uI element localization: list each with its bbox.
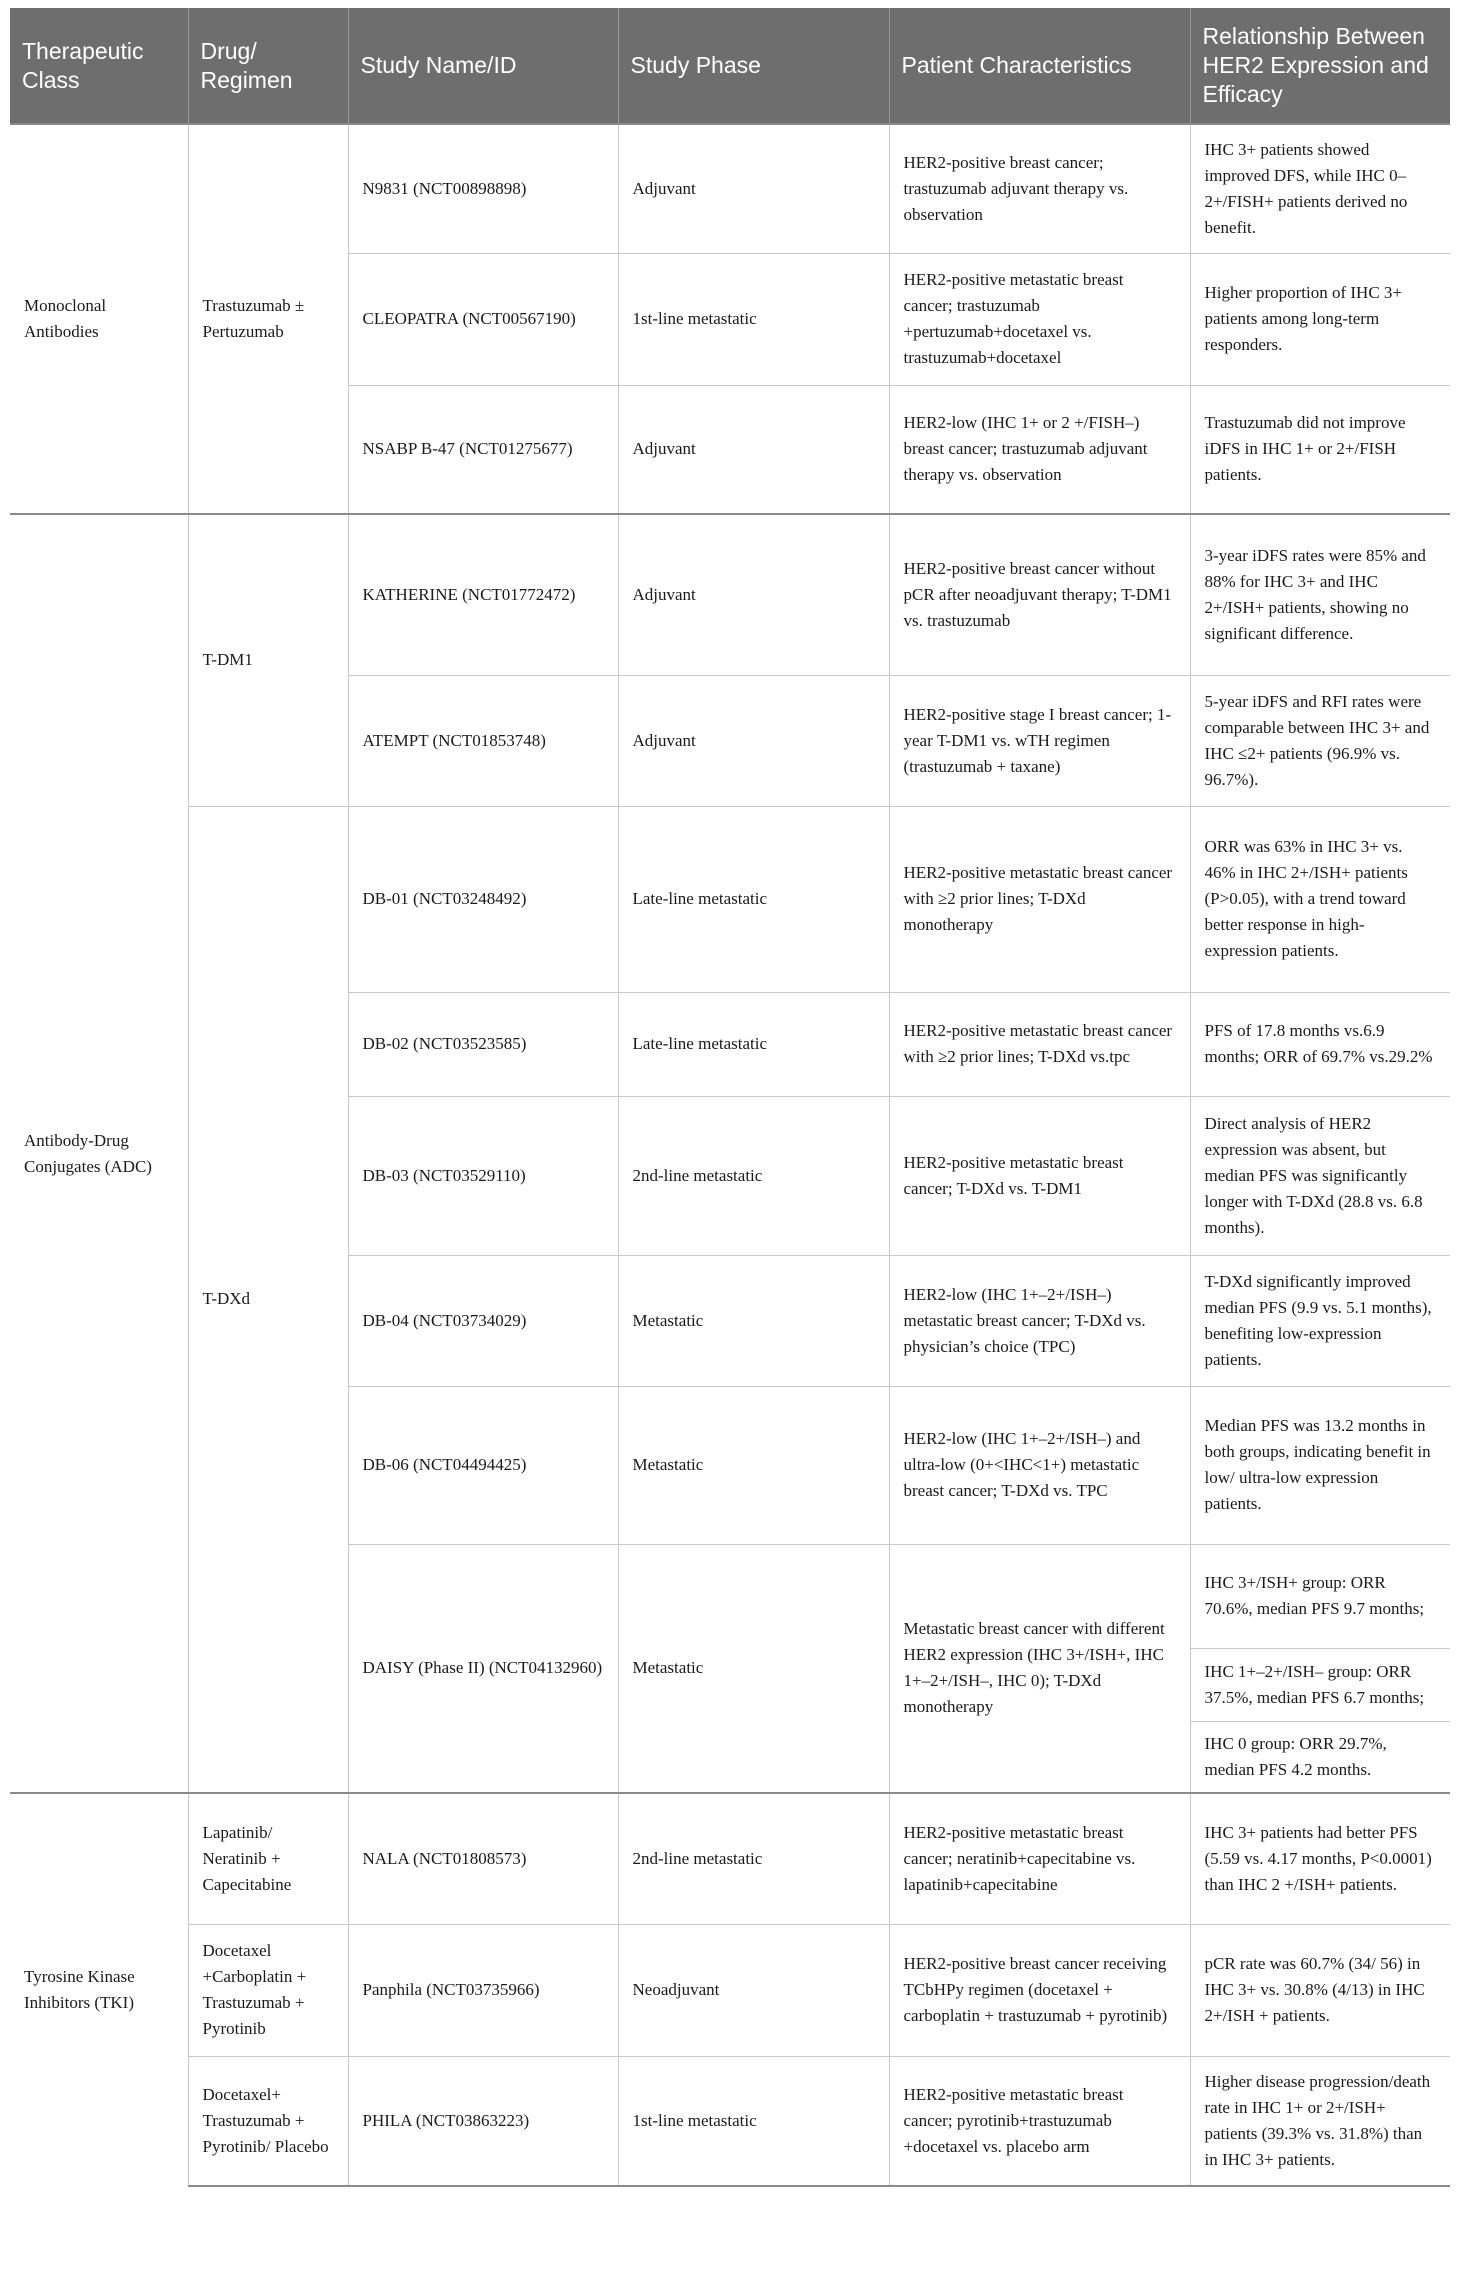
phase-cell: Adjuvant (618, 514, 889, 675)
class-cell-monoclonal-antibodies: Monoclonal Antibodies (10, 124, 188, 514)
header-study-phase: Study Phase (618, 8, 889, 124)
drug-cell-tdm1: T-DM1 (188, 514, 348, 806)
her2-studies-table (10, 8, 1450, 2187)
table-row (10, 2056, 1450, 2186)
relationship-cell: IHC 3+ patients had better PFS (5.59 vs. 4.17 months, P<0.0001) than IHC 2 +/ISH+ patients. (1190, 1793, 1450, 1924)
phase-cell: Neoadjuvant (618, 1924, 889, 2056)
study-cell: NALA (NCT01808573) (348, 1793, 618, 1924)
class-cell-adc: Antibody-Drug Conjugates (ADC) (10, 514, 188, 1793)
drug-cell-trastuzumab-pertuzumab: Trastuzumab ± Pertuzumab (188, 124, 348, 514)
phase-cell: Metastatic (618, 1544, 889, 1793)
drug-cell-tcbhpy: Docetaxel +Carboplatin + Trastuzumab + Pyrotinib (188, 1924, 348, 2056)
relationship-cell: IHC 3+ patients showed improved DFS, while IHC 0–2+/FISH+ patients derived no benefit. (1190, 124, 1450, 253)
study-cell: ATEMPT (NCT01853748) (348, 675, 618, 806)
phase-cell: 1st-line metastatic (618, 253, 889, 385)
patients-cell: HER2-positive breast cancer without pCR after neoadjuvant therapy; T-DM1 vs. trastuzumab (889, 514, 1190, 675)
drug-cell-tdxd: T-DXd (188, 806, 348, 1793)
patients-cell: HER2-low (IHC 1+–2+/ISH–) metastatic breast cancer; T-DXd vs. physician’s choice (TPC) (889, 1255, 1190, 1386)
study-cell: KATHERINE (NCT01772472) (348, 514, 618, 675)
table-header (10, 8, 1450, 124)
patients-cell: HER2-positive metastatic breast cancer; trastuzumab +pertuzumab+docetaxel vs. trastuzumab+docetaxel (889, 253, 1190, 385)
patients-cell: HER2-positive breast cancer; trastuzumab adjuvant therapy vs. observation (889, 124, 1190, 253)
study-cell: DB-04 (NCT03734029) (348, 1255, 618, 1386)
relationship-cell: Trastuzumab did not improve iDFS in IHC 1+ or 2+/FISH patients. (1190, 385, 1450, 514)
phase-cell: 2nd-line metastatic (618, 1096, 889, 1255)
study-cell: DB-06 (NCT04494425) (348, 1386, 618, 1544)
study-cell: NSABP B-47 (NCT01275677) (348, 385, 618, 514)
relationship-cell: Higher disease progression/death rate in IHC 1+ or 2+/ISH+ patients (39.3% vs. 31.8%) than in IHC 3+ patients. (1190, 2056, 1450, 2186)
relationship-cell: Higher proportion of IHC 3+ patients among long-term responders. (1190, 253, 1450, 385)
patients-cell: HER2-low (IHC 1+ or 2 +/FISH–) breast cancer; trastuzumab adjuvant therapy vs. observation (889, 385, 1190, 514)
relationship-cell: Direct analysis of HER2 expression was absent, but median PFS was significantly longer with T-DXd (28.8 vs. 6.8 months). (1190, 1096, 1450, 1255)
phase-cell: Metastatic (618, 1386, 889, 1544)
header-patient-characteristics: Patient Characteristics (889, 8, 1190, 124)
relationship-cell: IHC 0 group: ORR 29.7%, median PFS 4.2 months. (1190, 1721, 1450, 1793)
study-cell: Panphila (NCT03735966) (348, 1924, 618, 2056)
phase-cell: Adjuvant (618, 675, 889, 806)
header-relationship: Relationship Between HER2 Expression and Efficacy (1190, 8, 1450, 124)
table-row (10, 1924, 1450, 2056)
patients-cell: HER2-low (IHC 1+–2+/ISH–) and ultra-low (0+<IHC<1+) metastatic breast cancer; T-DXd vs. TPC (889, 1386, 1190, 1544)
relationship-cell: 5-year iDFS and RFI rates were comparable between IHC 3+ and IHC ≤2+ patients (96.9% vs. 96.7%). (1190, 675, 1450, 806)
patients-cell: HER2-positive stage I breast cancer; 1-year T-DM1 vs. wTH regimen (trastuzumab + taxane) (889, 675, 1190, 806)
patients-cell: HER2-positive metastatic breast cancer with ≥2 prior lines; T-DXd monotherapy (889, 806, 1190, 992)
header-study-name: Study Name/ID (348, 8, 618, 124)
patients-cell: Metastatic breast cancer with different HER2 expression (IHC 3+/ISH+, IHC 1+–2+/ISH–, IHC 0); T-DXd monotherapy (889, 1544, 1190, 1793)
header-row (10, 8, 1450, 124)
phase-cell: Late-line metastatic (618, 992, 889, 1096)
table-row (10, 124, 1450, 253)
relationship-cell: IHC 3+/ISH+ group: ORR 70.6%, median PFS 9.7 months; (1190, 1544, 1450, 1648)
drug-cell-lapatinib-neratinib: Lapatinib/ Neratinib + Capecitabine (188, 1793, 348, 1924)
drug-cell-phila: Docetaxel+ Trastuzumab + Pyrotinib/ Placebo (188, 2056, 348, 2186)
relationship-cell: Median PFS was 13.2 months in both groups, indicating benefit in low/ ultra-low expression patients. (1190, 1386, 1450, 1544)
study-cell: PHILA (NCT03863223) (348, 2056, 618, 2186)
patients-cell: HER2-positive metastatic breast cancer; T-DXd vs. T-DM1 (889, 1096, 1190, 1255)
header-drug-regimen: Drug/ Regimen (188, 8, 348, 124)
study-cell: DB-01 (NCT03248492) (348, 806, 618, 992)
relationship-cell: 3-year iDFS rates were 85% and 88% for IHC 3+ and IHC 2+/ISH+ patients, showing no significant difference. (1190, 514, 1450, 675)
patients-cell: HER2-positive metastatic breast cancer; neratinib+capecitabine vs. lapatinib+capecitabine (889, 1793, 1190, 1924)
patients-cell: HER2-positive metastatic breast cancer with ≥2 prior lines; T-DXd vs.tpc (889, 992, 1190, 1096)
phase-cell: Adjuvant (618, 385, 889, 514)
patients-cell: HER2-positive breast cancer receiving TCbHPy regimen (docetaxel + carboplatin + trastuzumab + pyrotinib) (889, 1924, 1190, 2056)
table-body (10, 124, 1450, 2186)
phase-cell: 2nd-line metastatic (618, 1793, 889, 1924)
study-cell: DB-02 (NCT03523585) (348, 992, 618, 1096)
study-cell: DAISY (Phase II) (NCT04132960) (348, 1544, 618, 1793)
relationship-cell: IHC 1+–2+/ISH– group: ORR 37.5%, median PFS 6.7 months; (1190, 1648, 1450, 1721)
relationship-cell: PFS of 17.8 months vs.6.9 months; ORR of 69.7% vs.29.2% (1190, 992, 1450, 1096)
study-cell: CLEOPATRA (NCT00567190) (348, 253, 618, 385)
header-therapeutic-class: Therapeutic Class (10, 8, 188, 124)
patients-cell: HER2-positive metastatic breast cancer; pyrotinib+trastuzumab +docetaxel vs. placebo arm (889, 2056, 1190, 2186)
table-row (10, 806, 1450, 992)
table-row (10, 1793, 1450, 1924)
study-cell: DB-03 (NCT03529110) (348, 1096, 618, 1255)
phase-cell: 1st-line metastatic (618, 2056, 889, 2186)
phase-cell: Late-line metastatic (618, 806, 889, 992)
phase-cell: Metastatic (618, 1255, 889, 1386)
relationship-cell: pCR rate was 60.7% (34/ 56) in IHC 3+ vs. 30.8% (4/13) in IHC 2+/ISH + patients. (1190, 1924, 1450, 2056)
relationship-cell: ORR was 63% in IHC 3+ vs. 46% in IHC 2+/ISH+ patients (P>0.05), with a trend toward better response in high-expression patients. (1190, 806, 1450, 992)
study-cell: N9831 (NCT00898898) (348, 124, 618, 253)
phase-cell: Adjuvant (618, 124, 889, 253)
relationship-cell: T-DXd significantly improved median PFS (9.9 vs. 5.1 months), benefiting low-expression patients. (1190, 1255, 1450, 1386)
table-row (10, 514, 1450, 675)
class-cell-tki: Tyrosine Kinase Inhibitors (TKI) (10, 1793, 188, 2186)
